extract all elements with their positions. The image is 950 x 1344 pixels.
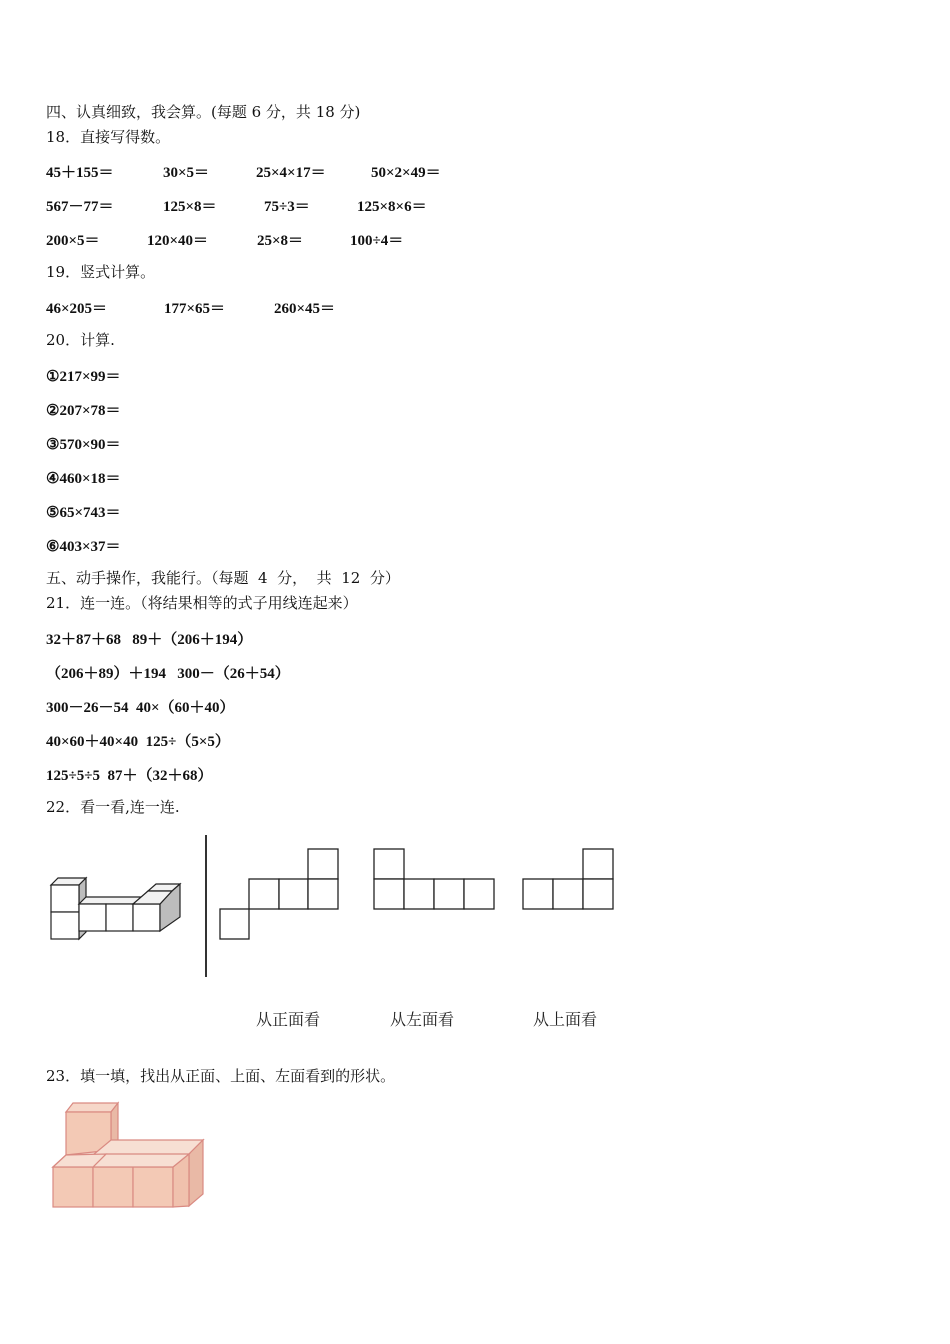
question-title: 23．填一填，找出从正面、上面、左面看到的形状。 xyxy=(46,1067,396,1085)
section-heading: 四、认真细致，我会算。(每题 6 分，共 18 分) xyxy=(46,103,361,121)
question-title: 18．直接写得数。 xyxy=(46,128,171,146)
expression: 125×8＝ xyxy=(163,199,217,215)
expression: 567－77＝ xyxy=(46,199,114,215)
expression: 177×65＝ xyxy=(164,301,226,317)
match-row: 300－26－54 40×（60＋40） xyxy=(46,700,235,716)
match-row: 40×60＋40×40 125÷（5×5） xyxy=(46,734,230,750)
expression: 25×8＝ xyxy=(257,233,304,249)
match-row: 32＋87＋68 89＋（206＋194） xyxy=(46,632,253,648)
expression: ①217×99＝ xyxy=(46,369,121,385)
expression: ④460×18＝ xyxy=(46,471,121,487)
cube-figure xyxy=(40,860,190,950)
expression: 100÷4＝ xyxy=(350,233,404,249)
expression: ⑤65×743＝ xyxy=(46,505,121,521)
view-shape-c xyxy=(522,848,616,911)
question-title: 20．计算. xyxy=(46,331,115,349)
question-title: 22．看一看,连一连. xyxy=(46,798,180,816)
expression: 120×40＝ xyxy=(147,233,209,249)
expression: 25×4×17＝ xyxy=(256,165,326,181)
view-caption: 从左面看 xyxy=(390,1010,455,1029)
colored-cube-figure xyxy=(48,1098,208,1210)
expression: 200×5＝ xyxy=(46,233,100,249)
view-caption: 从正面看 xyxy=(256,1010,321,1029)
expression: 260×45＝ xyxy=(274,301,336,317)
match-row: 125÷5÷5 87＋（32＋68） xyxy=(46,768,213,784)
match-row: （206＋89）＋194 300－（26＋54） xyxy=(46,666,290,682)
expression: 30×5＝ xyxy=(163,165,210,181)
view-caption: 从上面看 xyxy=(533,1010,598,1029)
expression: 45＋155＝ xyxy=(46,165,114,181)
question-title: 21．连一连。（将结果相等的式子用线连起来） xyxy=(46,594,358,612)
expression: 125×8×6＝ xyxy=(357,199,427,215)
expression: 75÷3＝ xyxy=(264,199,310,215)
expression: 50×2×49＝ xyxy=(371,165,441,181)
expression: 46×205＝ xyxy=(46,301,108,317)
view-shape-b xyxy=(373,848,497,911)
question-title: 19．竖式计算。 xyxy=(46,263,156,281)
section-heading: 五、动手操作，我能行。（每题 4 分， 共 12 分） xyxy=(46,569,400,587)
expression: ⑥403×37＝ xyxy=(46,539,121,555)
expression: ③570×90＝ xyxy=(46,437,121,453)
divider xyxy=(205,835,207,977)
view-shape-a xyxy=(219,848,341,940)
expression: ②207×78＝ xyxy=(46,403,121,419)
